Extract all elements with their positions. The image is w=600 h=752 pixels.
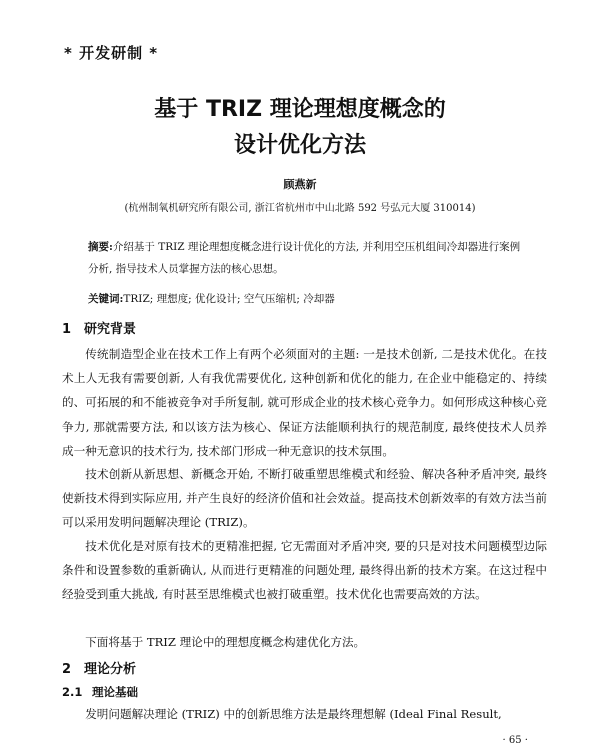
section-number: 2 <box>62 662 72 677</box>
subsection-title: 理论基础 <box>92 685 138 699</box>
section-number: 1 <box>62 322 72 337</box>
paragraph-1: 传统制造型企业在技术工作上有两个必须面对的主题: 一是技术创新, 二是技术优化。在技术上人无我有需要创新, 人有我优需要优化, 这种创新和优化的能力, 在企业中能稳定的、持续的、可拓展的和不能被竞争对手所复制, 就可形成企业的技术核心竞争力。如何形成这种核心竞争力, 那就需要方法, 和以该方法为核心、保证方法能顺利执行的规范制度, 最终使技术人员养成一种无意识的技术行为, 技术部门形成一种无意识的技术氛围。 <box>62 347 547 458</box>
paragraph-4: 下面将基于 TRIZ 理论中的理想度概念构建优化方法。 <box>85 635 366 649</box>
abstract <box>88 236 528 280</box>
subsection-heading-2-1 <box>62 684 138 700</box>
section-title: 研究背景 <box>84 322 137 337</box>
subsection-number: 2.1 <box>62 685 83 699</box>
section-tag: * 开发研制 * <box>64 44 159 62</box>
keywords-label: 关键词: <box>88 293 124 305</box>
keywords <box>88 288 528 310</box>
paragraph-3: 技术优化是对原有技术的更精准把握, 它无需面对矛盾冲突, 要的只是对技术问题模型边际条件和设置参数的重新确认, 从而进行更精准的问题处理, 最终得出新的技术方案。在这过程中经验受到重大挑战, 有时甚至思维模式也被打破重塑。技术优化也需要高效的方法。 <box>62 539 547 602</box>
paper-title-line-2: 设计优化方法 <box>233 133 366 158</box>
keywords-text: TRIZ; 理想度; 优化设计; 空气压缩机; 冷却器 <box>123 293 335 305</box>
abstract-label: 摘要: <box>88 241 113 253</box>
page-number: · 65 · <box>502 735 528 746</box>
author: 顾燕新 <box>283 178 317 191</box>
paper-title-line-1: 基于 TRIZ 理论理想度概念的 <box>154 97 446 122</box>
paragraph-5: 发明问题解决理论 (TRIZ) 中的创新思维方法是最终理想解 (Ideal Final Result, <box>85 707 502 721</box>
section-title: 理论分析 <box>84 662 137 677</box>
paragraph-2: 技术创新从新思想、新概念开始, 不断打破重塑思维模式和经验、解决各种矛盾冲突, 最终使新技术得到实际应用, 并产生良好的经济价值和社会效益。提高技术创新效率的有效方法当前可以采用发明问题解决理论 (TRIZ)。 <box>62 467 547 530</box>
abstract-text: 介绍基于 TRIZ 理论理想度概念进行设计优化的方法, 并利用空压机组间冷却器进行案例分析, 指导技术人员掌握方法的核心思想。 <box>88 241 521 275</box>
section-heading-2 <box>62 658 136 677</box>
section-heading-1 <box>62 318 136 337</box>
affiliation: (杭州制氧机研究所有限公司, 浙江省杭州市中山北路 592 号弘元大厦 310014) <box>124 203 476 214</box>
